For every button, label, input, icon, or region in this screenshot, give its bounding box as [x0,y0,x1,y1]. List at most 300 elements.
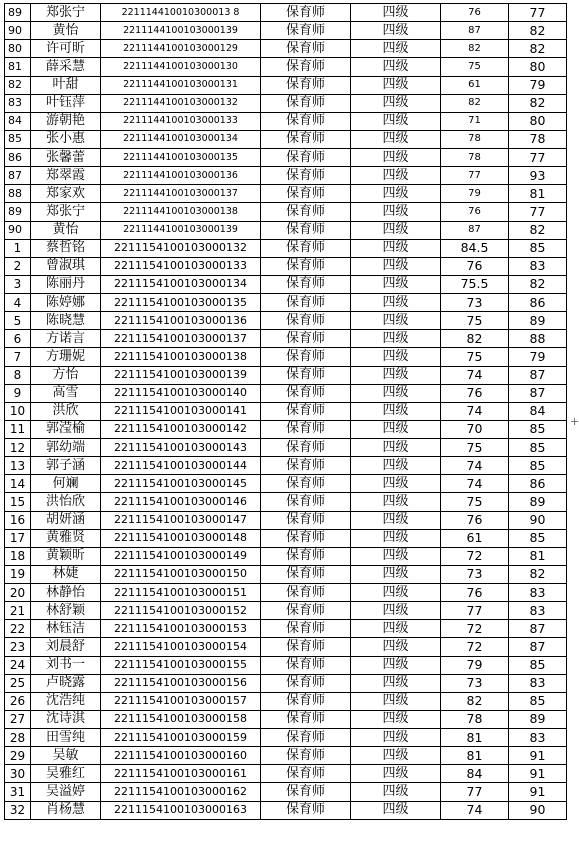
level-cell: 四级 [351,22,441,40]
name-cell: 郑张宁 [31,4,101,22]
name-cell: 沈诗淇 [31,710,101,728]
score-1-cell: 61 [441,529,509,547]
level-cell: 四级 [351,493,441,511]
row-number: 5 [5,312,31,330]
score-2-cell: 77 [509,149,567,167]
table-row [5,149,567,167]
job-cell: 保育师 [261,493,351,511]
row-number: 29 [5,747,31,765]
table-row [5,584,567,602]
score-1-cell: 77 [441,167,509,185]
level-cell: 四级 [351,76,441,94]
name-cell: 卢晓露 [31,674,101,692]
score-2-cell: 81 [509,185,567,203]
row-number: 88 [5,185,31,203]
level-cell: 四级 [351,185,441,203]
level-cell: 四级 [351,4,441,22]
table-row [5,40,567,58]
row-number: 7 [5,348,31,366]
score-1-cell: 75 [441,312,509,330]
score-2-cell: 87 [509,620,567,638]
id-cell: 2211154100103000140 [101,384,261,402]
level-cell: 四级 [351,801,441,819]
table-row [5,294,567,312]
score-2-cell: 82 [509,275,567,293]
id-cell: 2211154100103000151 [101,584,261,602]
row-number: 83 [5,94,31,112]
score-2-cell: 79 [509,76,567,94]
level-cell: 四级 [351,765,441,783]
job-cell: 保育师 [261,584,351,602]
level-cell: 四级 [351,167,441,185]
name-cell: 方怡 [31,366,101,384]
job-cell: 保育师 [261,420,351,438]
row-number: 3 [5,275,31,293]
score-2-cell: 85 [509,239,567,257]
id-cell: 2211144100103000130 [101,58,261,76]
row-number: 17 [5,529,31,547]
score-1-cell: 82 [441,40,509,58]
level-cell: 四级 [351,402,441,420]
level-cell: 四级 [351,656,441,674]
job-cell: 保育师 [261,674,351,692]
table-row [5,76,567,94]
table-row [5,420,567,438]
name-cell: 叶钰萍 [31,94,101,112]
score-2-cell: 88 [509,330,567,348]
score-2-cell: 93 [509,167,567,185]
job-cell: 保育师 [261,203,351,221]
table-row [5,620,567,638]
job-cell: 保育师 [261,40,351,58]
name-cell: 高雪 [31,384,101,402]
row-number: 21 [5,602,31,620]
name-cell: 吴雅红 [31,765,101,783]
table-row [5,565,567,583]
row-number: 18 [5,547,31,565]
job-cell: 保育师 [261,22,351,40]
job-cell: 保育师 [261,620,351,638]
score-1-cell: 82 [441,94,509,112]
row-number: 12 [5,439,31,457]
table-row [5,710,567,728]
score-2-cell: 80 [509,58,567,76]
row-number: 19 [5,565,31,583]
row-number: 14 [5,475,31,493]
score-1-cell: 78 [441,149,509,167]
level-cell: 四级 [351,348,441,366]
name-cell: 洪欣 [31,402,101,420]
job-cell: 保育师 [261,312,351,330]
name-cell: 田雪纯 [31,729,101,747]
id-cell: 2211154100103000148 [101,529,261,547]
id-cell: 2211144100103000137 [101,185,261,203]
job-cell: 保育师 [261,76,351,94]
table-row [5,674,567,692]
table-row [5,185,567,203]
id-cell: 2211154100103000154 [101,638,261,656]
row-number: 82 [5,76,31,94]
id-cell: 2211154100103000159 [101,729,261,747]
name-cell: 郑张宁 [31,203,101,221]
score-1-cell: 73 [441,294,509,312]
row-number: 23 [5,638,31,656]
score-2-cell: 82 [509,565,567,583]
table-row [5,475,567,493]
score-2-cell: 90 [509,801,567,819]
score-2-cell: 87 [509,638,567,656]
score-2-cell: 85 [509,692,567,710]
job-cell: 保育师 [261,348,351,366]
row-number: 90 [5,22,31,40]
name-cell: 郭幼端 [31,439,101,457]
table-row [5,203,567,221]
job-cell: 保育师 [261,565,351,583]
table-row [5,22,567,40]
level-cell: 四级 [351,729,441,747]
score-1-cell: 79 [441,656,509,674]
level-cell: 四级 [351,130,441,148]
score-1-cell: 76 [441,511,509,529]
table-row [5,747,567,765]
job-cell: 保育师 [261,439,351,457]
name-cell: 郭滢榆 [31,420,101,438]
table-row [5,384,567,402]
id-cell: 2211154100103000137 [101,330,261,348]
row-number: 31 [5,783,31,801]
level-cell: 四级 [351,239,441,257]
job-cell: 保育师 [261,384,351,402]
score-1-cell: 73 [441,674,509,692]
name-cell: 林钰洁 [31,620,101,638]
score-2-cell: 87 [509,366,567,384]
score-2-cell: 87 [509,384,567,402]
score-2-cell: 82 [509,40,567,58]
job-cell: 保育师 [261,765,351,783]
id-cell: 2211154100103000155 [101,656,261,674]
level-cell: 四级 [351,40,441,58]
row-number: 24 [5,656,31,674]
row-number: 20 [5,584,31,602]
job-cell: 保育师 [261,221,351,239]
job-cell: 保育师 [261,692,351,710]
id-cell: 2211154100103000157 [101,692,261,710]
score-2-cell: 77 [509,4,567,22]
score-1-cell: 74 [441,801,509,819]
score-1-cell: 76 [441,384,509,402]
level-cell: 四级 [351,747,441,765]
table-row [5,4,567,22]
score-1-cell: 74 [441,457,509,475]
row-number: 9 [5,384,31,402]
name-cell: 何斓 [31,475,101,493]
score-1-cell: 84 [441,765,509,783]
table-row [5,257,567,275]
id-cell: 2211154100103000136 [101,312,261,330]
name-cell: 黄怡 [31,22,101,40]
name-cell: 薛采慧 [31,58,101,76]
level-cell: 四级 [351,94,441,112]
score-1-cell: 74 [441,366,509,384]
job-cell: 保育师 [261,58,351,76]
score-1-cell: 72 [441,638,509,656]
table-row [5,602,567,620]
job-cell: 保育师 [261,366,351,384]
id-cell: 2211154100103000142 [101,420,261,438]
id-cell: 2211154100103000153 [101,620,261,638]
score-2-cell: 89 [509,710,567,728]
score-1-cell: 82 [441,330,509,348]
name-cell: 陈丽丹 [31,275,101,293]
row-number: 84 [5,112,31,130]
job-cell: 保育师 [261,94,351,112]
table-row [5,366,567,384]
level-cell: 四级 [351,221,441,239]
score-1-cell: 70 [441,420,509,438]
row-number: 1 [5,239,31,257]
table-row [5,312,567,330]
id-cell: 2211154100103000162 [101,783,261,801]
table-row [5,221,567,239]
id-cell: 2211154100103000152 [101,602,261,620]
score-2-cell: 91 [509,765,567,783]
name-cell: 陈晓慧 [31,312,101,330]
job-cell: 保育师 [261,547,351,565]
row-number: 89 [5,4,31,22]
score-1-cell: 81 [441,747,509,765]
score-1-cell: 75 [441,493,509,511]
row-number: 22 [5,620,31,638]
level-cell: 四级 [351,203,441,221]
row-number: 4 [5,294,31,312]
id-cell: 2211154100103000160 [101,747,261,765]
score-2-cell: 83 [509,602,567,620]
score-1-cell: 72 [441,620,509,638]
row-number: 81 [5,58,31,76]
row-number: 2 [5,257,31,275]
job-cell: 保育师 [261,4,351,22]
row-number: 90 [5,221,31,239]
id-cell: 2211144100103000133 [101,112,261,130]
name-cell: 肖杨慧 [31,801,101,819]
id-cell: 2211154100103000156 [101,674,261,692]
score-1-cell: 75 [441,439,509,457]
level-cell: 四级 [351,692,441,710]
level-cell: 四级 [351,602,441,620]
level-cell: 四级 [351,275,441,293]
score-2-cell: 85 [509,420,567,438]
level-cell: 四级 [351,257,441,275]
id-cell: 2211154100103000147 [101,511,261,529]
job-cell: 保育师 [261,275,351,293]
id-cell: 2211144100103000139 [101,22,261,40]
row-number: 30 [5,765,31,783]
score-1-cell: 78 [441,130,509,148]
name-cell: 胡妍涵 [31,511,101,529]
score-2-cell: 85 [509,439,567,457]
score-2-cell: 83 [509,257,567,275]
score-1-cell: 84.5 [441,239,509,257]
id-cell: 2211154100103000132 [101,239,261,257]
row-number: 6 [5,330,31,348]
score-2-cell: 81 [509,547,567,565]
id-cell: 2211144100103000134 [101,130,261,148]
score-2-cell: 83 [509,729,567,747]
table-row [5,439,567,457]
table-row [5,402,567,420]
job-cell: 保育师 [261,475,351,493]
score-2-cell: 86 [509,294,567,312]
score-1-cell: 76 [441,257,509,275]
row-number: 27 [5,710,31,728]
level-cell: 四级 [351,58,441,76]
job-cell: 保育师 [261,783,351,801]
table-row [5,457,567,475]
row-number: 26 [5,692,31,710]
level-cell: 四级 [351,294,441,312]
score-2-cell: 83 [509,674,567,692]
id-cell: 2211154100103000144 [101,457,261,475]
name-cell: 林静怡 [31,584,101,602]
table-row [5,167,567,185]
job-cell: 保育师 [261,402,351,420]
score-2-cell: 86 [509,475,567,493]
score-2-cell: 89 [509,493,567,511]
level-cell: 四级 [351,674,441,692]
score-2-cell: 79 [509,348,567,366]
score-2-cell: 80 [509,112,567,130]
score-1-cell: 82 [441,692,509,710]
name-cell: 叶甜 [31,76,101,94]
job-cell: 保育师 [261,330,351,348]
name-cell: 陈婷娜 [31,294,101,312]
job-cell: 保育师 [261,602,351,620]
row-number: 13 [5,457,31,475]
job-cell: 保育师 [261,167,351,185]
score-2-cell: 82 [509,221,567,239]
score-1-cell: 72 [441,547,509,565]
id-cell: 2211154100103000158 [101,710,261,728]
score-1-cell: 76 [441,4,509,22]
level-cell: 四级 [351,457,441,475]
level-cell: 四级 [351,620,441,638]
table-row [5,765,567,783]
id-cell: 2211154100103000135 [101,294,261,312]
row-number: 32 [5,801,31,819]
name-cell: 蔡哲铭 [31,239,101,257]
score-2-cell: 84 [509,402,567,420]
score-2-cell: 82 [509,22,567,40]
id-cell: 2211154100103000134 [101,275,261,293]
name-cell: 吴溢婷 [31,783,101,801]
table-row [5,94,567,112]
job-cell: 保育师 [261,112,351,130]
id-cell: 2211154100103000149 [101,547,261,565]
id-cell: 221114410010300013 8 [101,4,261,22]
id-cell: 2211154100103000141 [101,402,261,420]
job-cell: 保育师 [261,149,351,167]
id-cell: 2211154100103000163 [101,801,261,819]
job-cell: 保育师 [261,294,351,312]
id-cell: 2211154100103000143 [101,439,261,457]
score-2-cell: 90 [509,511,567,529]
row-number: 80 [5,40,31,58]
name-cell: 郭子涵 [31,457,101,475]
table-row [5,493,567,511]
table-row [5,348,567,366]
id-cell: 2211144100103000131 [101,76,261,94]
level-cell: 四级 [351,783,441,801]
score-1-cell: 87 [441,22,509,40]
table-row [5,112,567,130]
name-cell: 郑家欢 [31,185,101,203]
name-cell: 林婕 [31,565,101,583]
score-1-cell: 73 [441,565,509,583]
name-cell: 黄颖昕 [31,547,101,565]
id-cell: 2211144100103000129 [101,40,261,58]
name-cell: 沈浩纯 [31,692,101,710]
level-cell: 四级 [351,384,441,402]
table-body [5,4,567,820]
level-cell: 四级 [351,475,441,493]
row-number: 11 [5,420,31,438]
row-number: 86 [5,149,31,167]
score-2-cell: 83 [509,584,567,602]
id-cell: 2211154100103000139 [101,366,261,384]
name-cell: 刘晨舒 [31,638,101,656]
table-row [5,330,567,348]
job-cell: 保育师 [261,130,351,148]
name-cell: 黄雅贤 [31,529,101,547]
score-1-cell: 75.5 [441,275,509,293]
id-cell: 2211154100103000161 [101,765,261,783]
level-cell: 四级 [351,149,441,167]
id-cell: 2211154100103000138 [101,348,261,366]
job-cell: 保育师 [261,457,351,475]
name-cell: 洪怡欣 [31,493,101,511]
row-number: 15 [5,493,31,511]
score-table [4,3,567,820]
score-2-cell: 91 [509,783,567,801]
table-row [5,529,567,547]
table-row [5,729,567,747]
table-row [5,511,567,529]
job-cell: 保育师 [261,747,351,765]
level-cell: 四级 [351,366,441,384]
table-row [5,801,567,819]
level-cell: 四级 [351,584,441,602]
job-cell: 保育师 [261,257,351,275]
score-1-cell: 81 [441,729,509,747]
id-cell: 2211154100103000145 [101,475,261,493]
name-cell: 黄怡 [31,221,101,239]
score-1-cell: 76 [441,203,509,221]
name-cell: 张小惠 [31,130,101,148]
table-row [5,783,567,801]
level-cell: 四级 [351,330,441,348]
level-cell: 四级 [351,710,441,728]
row-number: 25 [5,674,31,692]
score-1-cell: 74 [441,475,509,493]
id-cell: 2211144100103000132 [101,94,261,112]
id-cell: 2211144100103000139 [101,221,261,239]
score-1-cell: 75 [441,58,509,76]
id-cell: 2211144100103000138 [101,203,261,221]
table-row [5,275,567,293]
name-cell: 郑翠霞 [31,167,101,185]
score-1-cell: 79 [441,185,509,203]
name-cell: 许可昕 [31,40,101,58]
